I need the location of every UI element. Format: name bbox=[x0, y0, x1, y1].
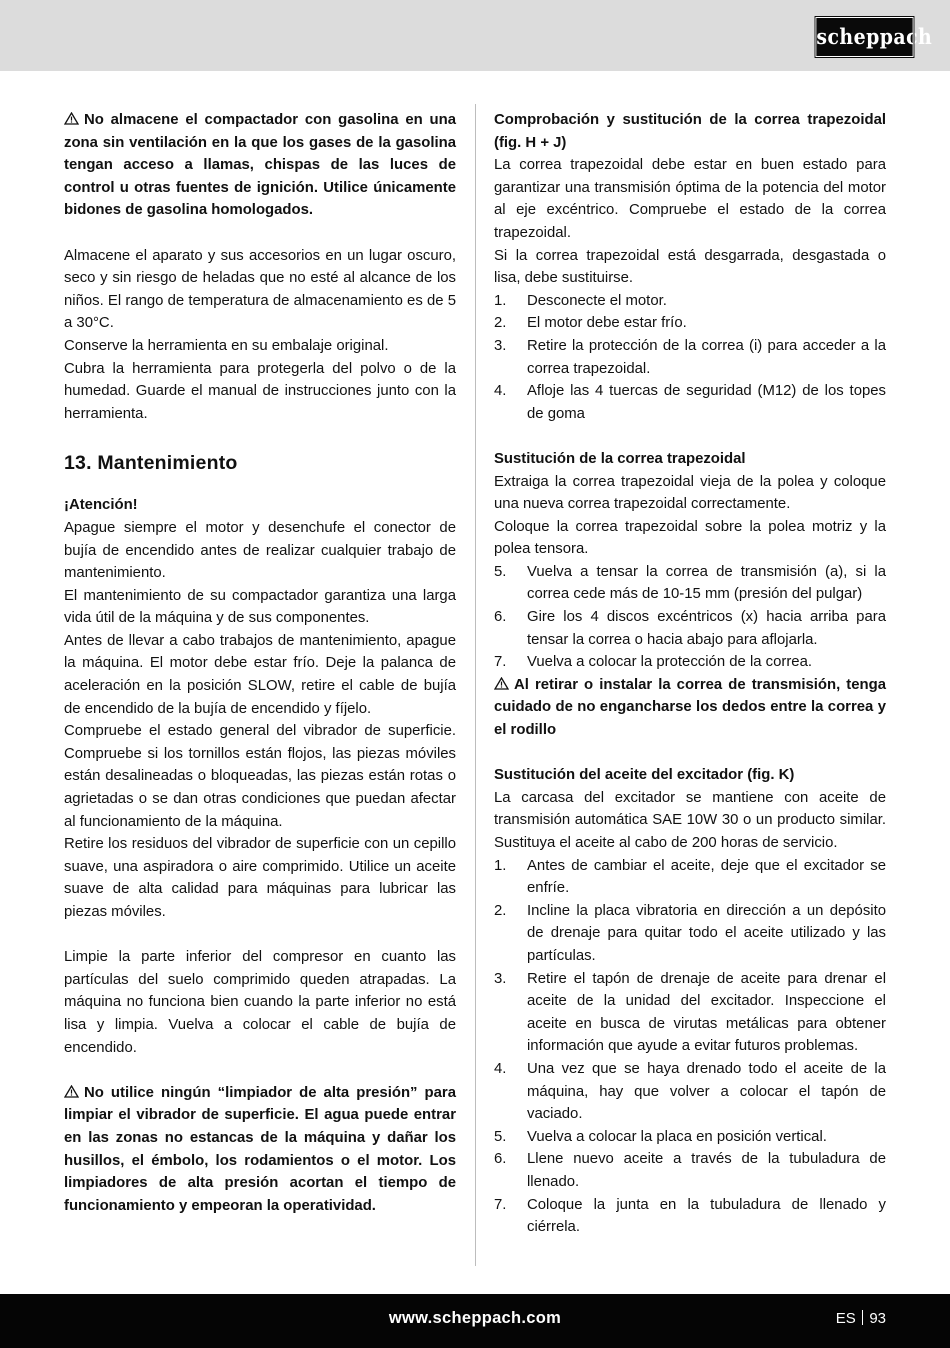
section-title-maintenance: 13. Mantenimiento bbox=[64, 452, 238, 475]
belt-replace-paragraph-2: Coloque la correa trapezoidal sobre la polea motriz y la polea tensora. bbox=[494, 518, 886, 558]
list-item: 1. Desconecte el motor. bbox=[494, 292, 667, 309]
storage-warning-text: No almacene el compactador con gasolina en una zona sin ventilación en la que los gases de la gasolina tengan acceso a llamas, chispas de las luces de control u otras fuentes de ignición. Utilice únicamente bidones de gasolina homologados. bbox=[64, 112, 456, 219]
pressure-cleaner-warning-text: No utilice ningún “limpiador de alta presión” para limpiar el vibrador de superficie. El agua puede entrar en las zonas no estancas de la máquina y dañar los husillos, el émbolo, los rodamientos o el motor. Los limpiadores de alta presión acortan el tiempo de funcionamiento y empeoran la operatividad. bbox=[64, 1084, 456, 1214]
maintenance-paragraph-3: Antes de llevar a cabo trabajos de mantenimiento, apague la máquina. El motor debe estar frío. Deje la palanca de aceleración en la posición SLOW, retire el cable de bujía de encendido de la bujía de encendido y fíjelo. bbox=[64, 632, 456, 717]
list-item: 6. Gire los 4 discos excéntricos (x) hacia arriba para tensar la correa o hacia abajo para aflojarla. bbox=[494, 609, 886, 648]
cleaning-paragraph: Limpie la parte inferior del compresor en cuanto las partículas del suelo comprimido queden atrapadas. La máquina no funciona bien cuando la parte inferior no está lisa y limpia. Vuelva a colocar el cable de bujía de encendido. bbox=[64, 949, 456, 1056]
belt-replace-heading: Sustitución de la correa trapezoidal bbox=[494, 450, 746, 467]
list-item: 5. Vuelva a tensar la correa de transmisión (a), si la correa cede más de 10-15 mm (presión del pulgar) bbox=[494, 563, 886, 603]
maintenance-paragraph-5: Retire los residuos del vibrador de superficie con un cepillo suave, una aspiradora o aire comprimido. Utilice un aceite suave de alta calidad para máquinas para lubricar las piezas móviles. bbox=[64, 836, 456, 920]
header-band bbox=[0, 0, 950, 71]
maintenance-paragraph-1: Apague siempre el motor y desenchufe el conector de bujía de encendido antes de realizar cualquier trabajo de mantenimiento. bbox=[64, 519, 456, 582]
belt-warning-text: Al retirar o instalar la correa de transmisión, tenga cuidado de no engancharse los dedos entre la correa y el rodillo bbox=[494, 676, 886, 739]
list-item: 3. Retire la protección de la correa (i) para acceder a la correa trapezoidal. bbox=[494, 337, 886, 377]
brand-logo[interactable]: scheppach bbox=[815, 17, 913, 57]
page-separator bbox=[862, 1310, 864, 1325]
oil-change-heading: Sustitución del aceite del excitador (fig. K) bbox=[494, 767, 795, 784]
page-indicator bbox=[836, 1310, 886, 1327]
storage-paragraph-1: Almacene el aparato y sus accesorios en un lugar oscuro, seco y sin riesgo de heladas que no esté al alcance de los niños. El rango de temperatura de almacenamiento es de 5 a 30°C. bbox=[64, 247, 456, 332]
belt-check-heading: Comprobación y sustitución de la correa trapezoidal (fig. H + J) bbox=[494, 112, 886, 151]
storage-warning bbox=[64, 109, 456, 222]
list-item: 7. Coloque la junta en la tubuladura de llenado y ciérrela. bbox=[494, 1196, 886, 1236]
page-number: 93 bbox=[869, 1310, 886, 1327]
maintenance-paragraph-2: El mantenimiento de su compactador garantiza una larga vida útil de la máquina y de sus componentes. bbox=[64, 587, 456, 627]
list-item: 6. Llene nuevo aceite a través de la tubuladura de llenado. bbox=[494, 1151, 886, 1190]
language-code: ES bbox=[835, 1310, 856, 1327]
list-item: 4. Una vez que se haya drenado todo el aceite de la máquina, hay que volver a colocar el tapón de vaciado. bbox=[494, 1060, 886, 1123]
list-item: 3. Retire el tapón de drenaje de aceite para drenar el aceite de la unidad del excitador. Inspeccione el aceite en busca de virutas metálicas para obtener información que ayude a evitar futuros problemas. bbox=[494, 970, 886, 1055]
storage-paragraph-2: Conserve la herramienta en su embalaje original. bbox=[64, 337, 389, 354]
list-item: 2. Incline la placa vibratoria en dirección a un depósito de drenaje para quitar todo el aceite utilizado y las partículas. bbox=[494, 902, 886, 964]
oil-change-steps bbox=[494, 855, 886, 1239]
storage-paragraph-3: Cubra la herramienta para protegerla del polvo o de la humedad. Guarde el manual de instrucciones junto con la herramienta. bbox=[64, 360, 456, 422]
belt-replace-steps bbox=[494, 561, 886, 674]
belt-check-steps bbox=[494, 290, 886, 426]
belt-replace-paragraph-1: Extraiga la correa trapezoidal vieja de la polea y coloque una nueva correa trapezoidal correctamente. bbox=[494, 473, 886, 513]
belt-warning bbox=[494, 674, 886, 742]
list-item: 5. Vuelva a colocar la placa en posición vertical. bbox=[494, 1128, 827, 1145]
warning-triangle-icon bbox=[64, 1085, 79, 1098]
list-item: 4. Afloje las 4 tuercas de seguridad (M12) de los topes de goma bbox=[494, 383, 886, 422]
warning-triangle-icon bbox=[64, 112, 79, 125]
attention-heading: ¡Atención! bbox=[64, 497, 138, 514]
right-column bbox=[494, 109, 886, 1239]
column-divider bbox=[475, 104, 476, 1266]
left-column bbox=[64, 109, 456, 1217]
footer-band bbox=[0, 1294, 950, 1348]
belt-check-paragraph-1: La correa trapezoidal debe estar en buen estado para garantizar una transmisión óptima de la potencia del motor al eje excéntrico. Compruebe el estado de la correa trapezoidal. bbox=[494, 157, 886, 241]
list-item: 1. Antes de cambiar el aceite, deje que el excitador se enfríe. bbox=[494, 857, 886, 897]
warning-triangle-icon bbox=[494, 677, 509, 690]
list-item: 7. Vuelva a colocar la protección de la correa. bbox=[494, 654, 813, 671]
list-item: 2. El motor debe estar frío. bbox=[494, 315, 687, 332]
pressure-cleaner-warning bbox=[64, 1082, 456, 1218]
oil-change-paragraph: La carcasa del excitador se mantiene con aceite de transmisión automática SAE 10W 30 o un producto similar. Sustituya el aceite al cabo de 200 horas de servicio. bbox=[494, 789, 886, 851]
belt-check-paragraph-2: Si la correa trapezoidal está desgarrada, desgastada o lisa, debe sustituirse. bbox=[494, 247, 886, 287]
maintenance-paragraph-4: Compruebe el estado general del vibrador de superficie. Compruebe si los tornillos están flojos, las piezas móviles están desalineadas o bloqueadas, las piezas están rotas o agrietadas o se dan otras condiciones que puedan afectar al funcionamiento de la máquina. bbox=[64, 723, 456, 830]
footer-website-link[interactable]: www.scheppach.com bbox=[388, 1309, 562, 1327]
